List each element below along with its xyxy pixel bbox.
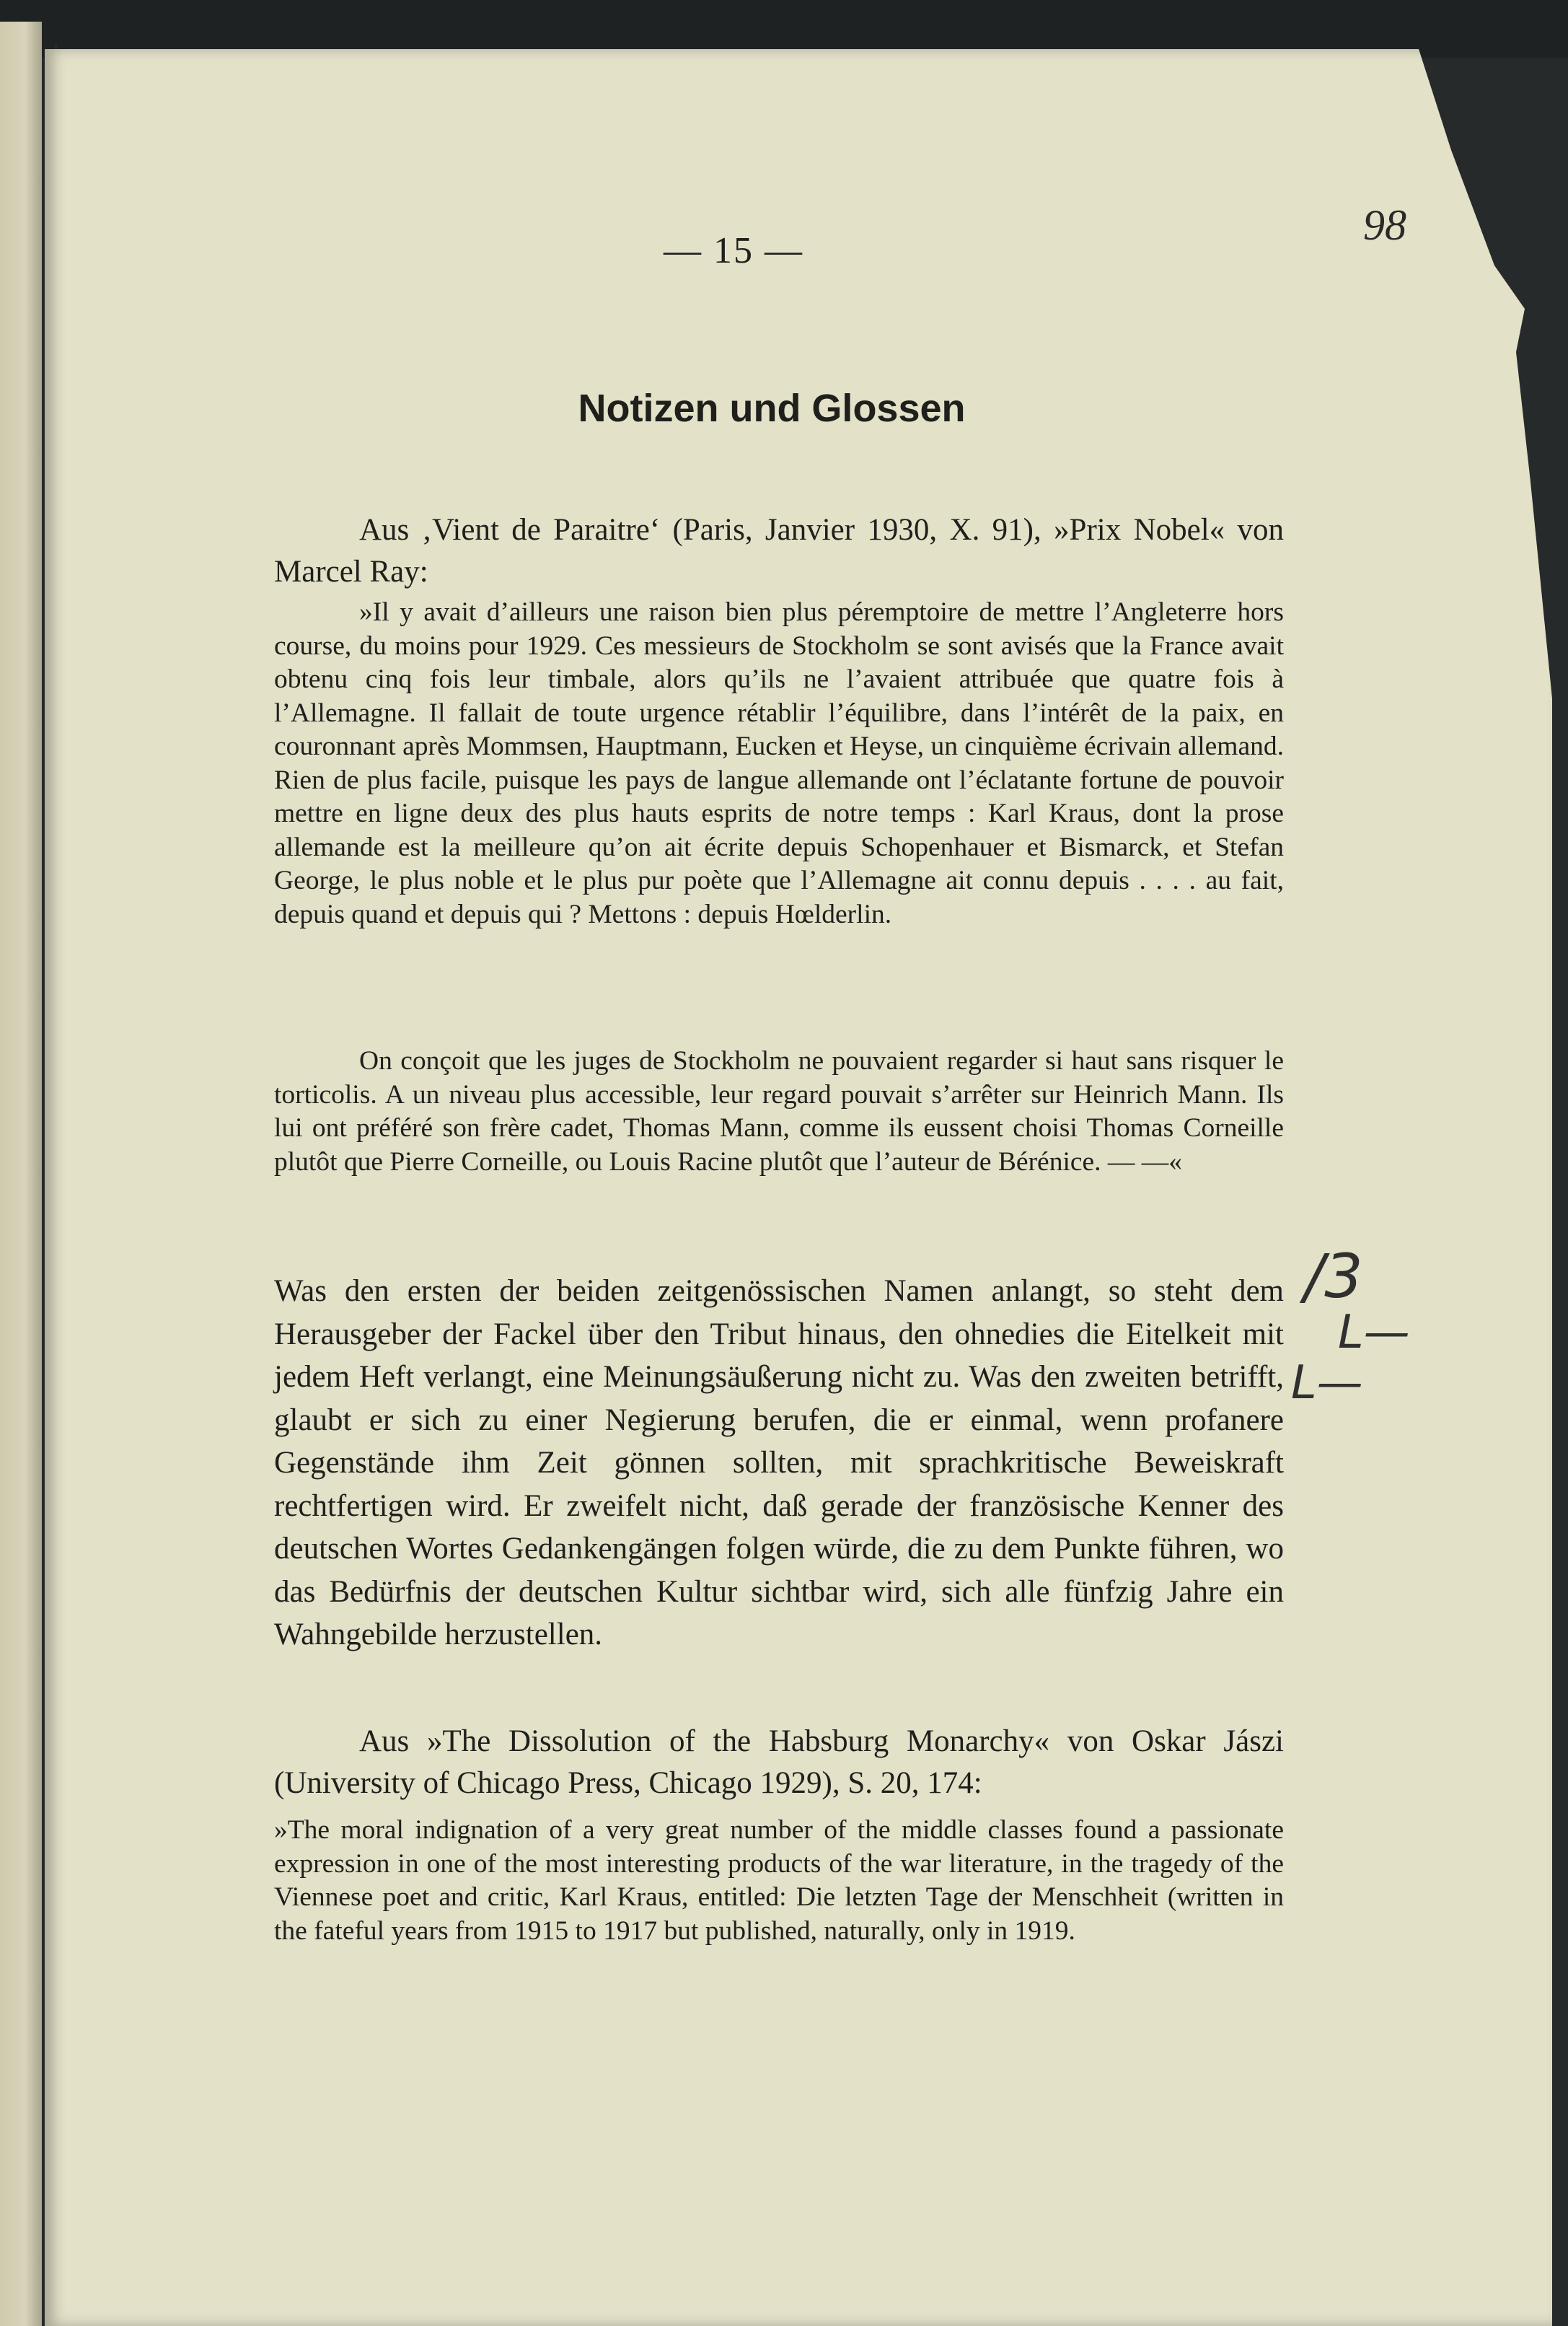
section2-intro: Aus »The Dissolution of the Habsburg Monarchy« von Oskar Jászi (University of Chicago Press, Chicago 1929), S. 20, 174: [274,1724,1284,1800]
section1-commentary: Was den ersten der beiden zeitgenössischen Namen anlangt, so steht dem Herausgeber der Fackel über den Tribut hinaus, den ohnedies die Eitelkeit mit jedem Heft verlangt, eine Meinungsäußerung nicht zu. Was den zweiten betrifft, glaubt er sich zu einer Negierung berufen, die er einmal, wenn profanere Gegenstände ihm Zeit gönnen sollten, mit sprachkritische Beweiskraft rechtfertigen wird. Er zweifelt nicht, daß gerade der französische Kenner des deutschen Wortes Gedankengängen folgen würde, die zu dem Punkte führen, wo das Bedürfnis der deutschen Kultur sichtbar wird, sich alle fünfzig Jahre ein Wahngebilde herzustellen. [274,1274,1284,1651]
page-title: Notizen und Glossen [578,387,966,430]
archive-folio-number: 98 [1363,201,1406,249]
adjacent-page-edge [0,22,42,2326]
page-number: — 15 — [664,230,803,271]
section1-quote-paragraph-1: »Il y avait d’ailleurs une raison bien plus péremptoire de mettre l’Angleterre hors course, du moins pour 1929. Ces messieurs de Stockholm se sont avisés que la France avait obtenu cinq fois leur timbale, alors qu’ils ne l’avaient attribuée que quatre fois à l’Allemagne. Il fallait de toute urgence rétablir l’équilibre, dans l’intérêt de la paix, en couronnant après Mommsen, Hauptmann, Eucken et Heyse, un cinquième écrivain allemand. Rien de plus facile, puisque les pays de langue allemande ont l’éclatante fortune de pouvoir mettre en ligne deux des plus hauts esprits de notre temps : Karl Kraus, dont la prose allemande est la meilleure qu’on ait écrite depuis Schopenhauer et Bismarck, et Stefan George, le plus noble et le plus pur poète que l’Allemagne ait connu depuis . . . . au fait, depuis quand et depuis qui ? Mettons : depuis Hœlderlin. [274,597,1284,929]
margin-correction-mark: L— [1338,1306,1410,1359]
margin-correction-mark: /3 [1304,1241,1363,1312]
section1-intro: Aus ‚Vient de Paraitre‘ (Paris, Janvier 1930, X. 91), »Prix Nobel« von Marcel Ray: [274,513,1284,589]
section1-quote-paragraph-2: On conçoit que les juges de Stockholm ne pouvaient regarder si haut sans risquer le torticolis. A un niveau plus accessible, leur regard pouvait s’arrêter sur Heinrich Mann. Ils lui ont préféré son frère cadet, Thomas Mann, comme ils eussent choisi Thomas Corneille plutôt que Pierre Corneille, ou Louis Racine plutôt que l’auteur de Bérénice. — —« [274,1046,1284,1177]
margin-correction-mark: L— [1291,1356,1363,1410]
section2-quote: »The moral indignation of a very great number of the middle classes found a passionate expression in one of the most interesting products of the war literature, in the tragedy of the Viennese poet and critic, Karl Kraus, entitled: Die letzten Tage der Menschheit (written in the fateful years from 1915 to 1917 but published, naturally, only in 1919. [274,1815,1284,1946]
